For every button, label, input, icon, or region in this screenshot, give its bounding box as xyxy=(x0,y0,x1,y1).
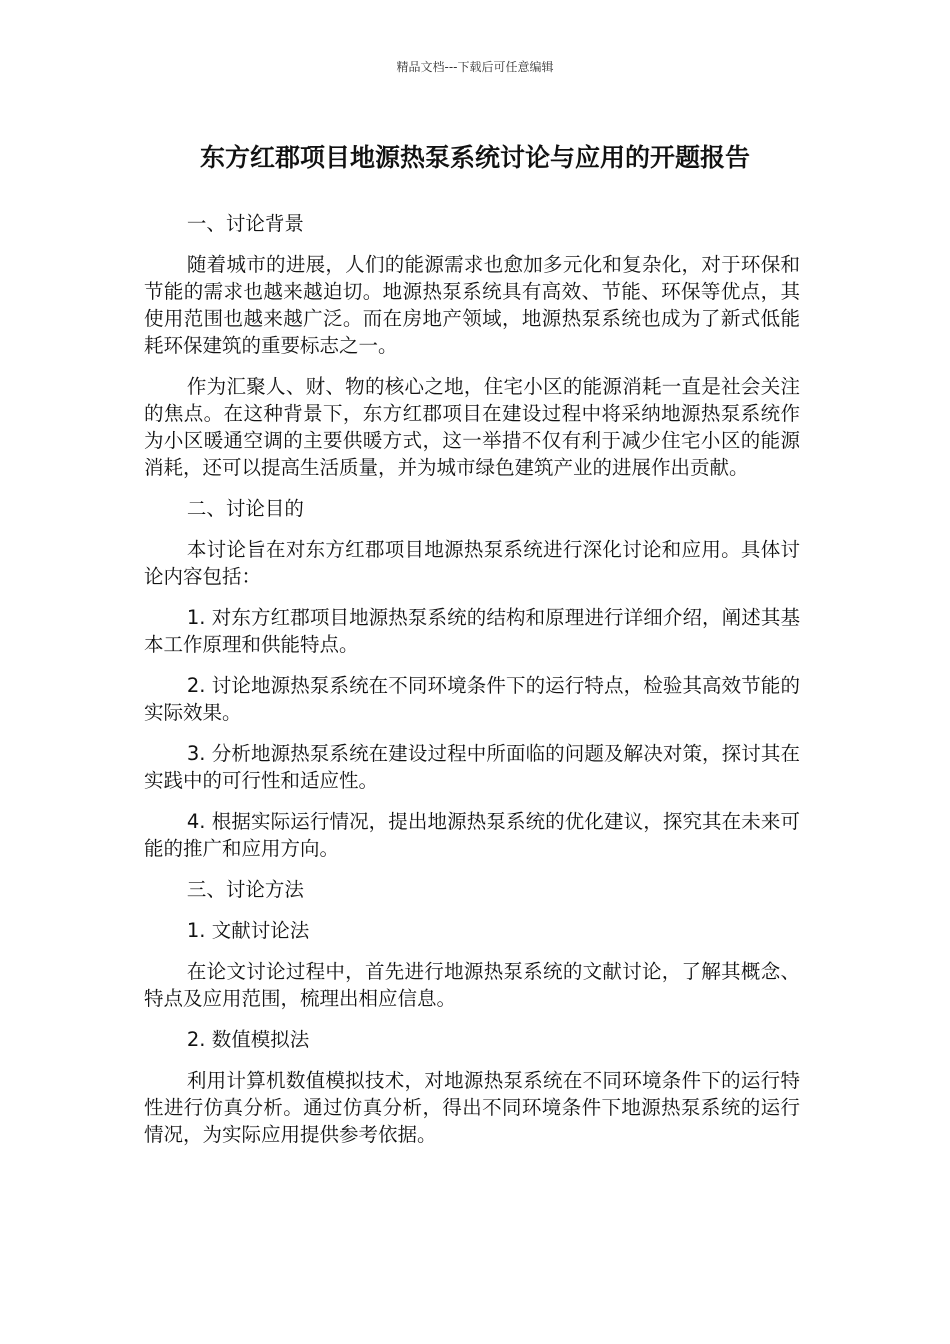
list-item: 4. 根据实际运行情况，提出地源热泵系统的优化建议，探究其在未来可能的推广和应用方向。 xyxy=(144,810,800,860)
paragraph: 本讨论旨在对东方红郡项目地源热泵系统进行深化讨论和应用。具体讨论内容包括： xyxy=(144,538,800,588)
header-note: 精品文档---下载后可任意编辑 xyxy=(396,60,554,74)
list-item: 1. 对东方红郡项目地源热泵系统的结构和原理进行详细介绍，阐述其基本工作原理和供能特点。 xyxy=(144,606,800,656)
section-heading-background: 一、讨论背景 xyxy=(186,212,304,235)
list-item: 2. 讨论地源热泵系统在不同环境条件下的运行特点，检验其高效节能的实际效果。 xyxy=(144,674,800,724)
document-body xyxy=(144,210,800,1162)
page-title: 东方红郡项目地源热泵系统讨论与应用的开题报告 xyxy=(199,143,750,172)
subsection-heading-literature: 1. 文献讨论法 xyxy=(186,919,310,942)
list-item: 3. 分析地源热泵系统在建设过程中所面临的问题及解决对策，探讨其在实践中的可行性和适应性。 xyxy=(144,742,800,792)
paragraph: 利用计算机数值模拟技术，对地源热泵系统在不同环境条件下的运行特性进行仿真分析。通过仿真分析，得出不同环境条件下地源热泵系统的运行情况，为实际应用提供参考依据。 xyxy=(144,1069,800,1146)
paragraph: 作为汇聚人、财、物的核心之地，住宅小区的能源消耗一直是社会关注的焦点。在这种背景下，东方红郡项目在建设过程中将采纳地源热泵系统作为小区暖通空调的主要供暖方式，这一举措不仅有利于减少住宅小区的能源消耗，还可以提高生活质量，并为城市绿色建筑产业的进展作出贡献。 xyxy=(144,375,800,479)
paragraph: 在论文讨论过程中，首先进行地源热泵系统的文献讨论，了解其概念、特点及应用范围，梳理出相应信息。 xyxy=(144,960,800,1010)
subsection-heading-simulation: 2. 数值模拟法 xyxy=(186,1028,310,1051)
section-heading-methods: 三、讨论方法 xyxy=(186,878,304,901)
paragraph: 随着城市的进展，人们的能源需求也愈加多元化和复杂化，对于环保和节能的需求也越来越迫切。地源热泵系统具有高效、节能、环保等优点，其使用范围也越来越广泛。而在房地产领域，地源热泵系统也成为了新式低能耗环保建筑的重要标志之一。 xyxy=(144,253,800,357)
section-heading-purpose: 二、讨论目的 xyxy=(186,497,304,520)
